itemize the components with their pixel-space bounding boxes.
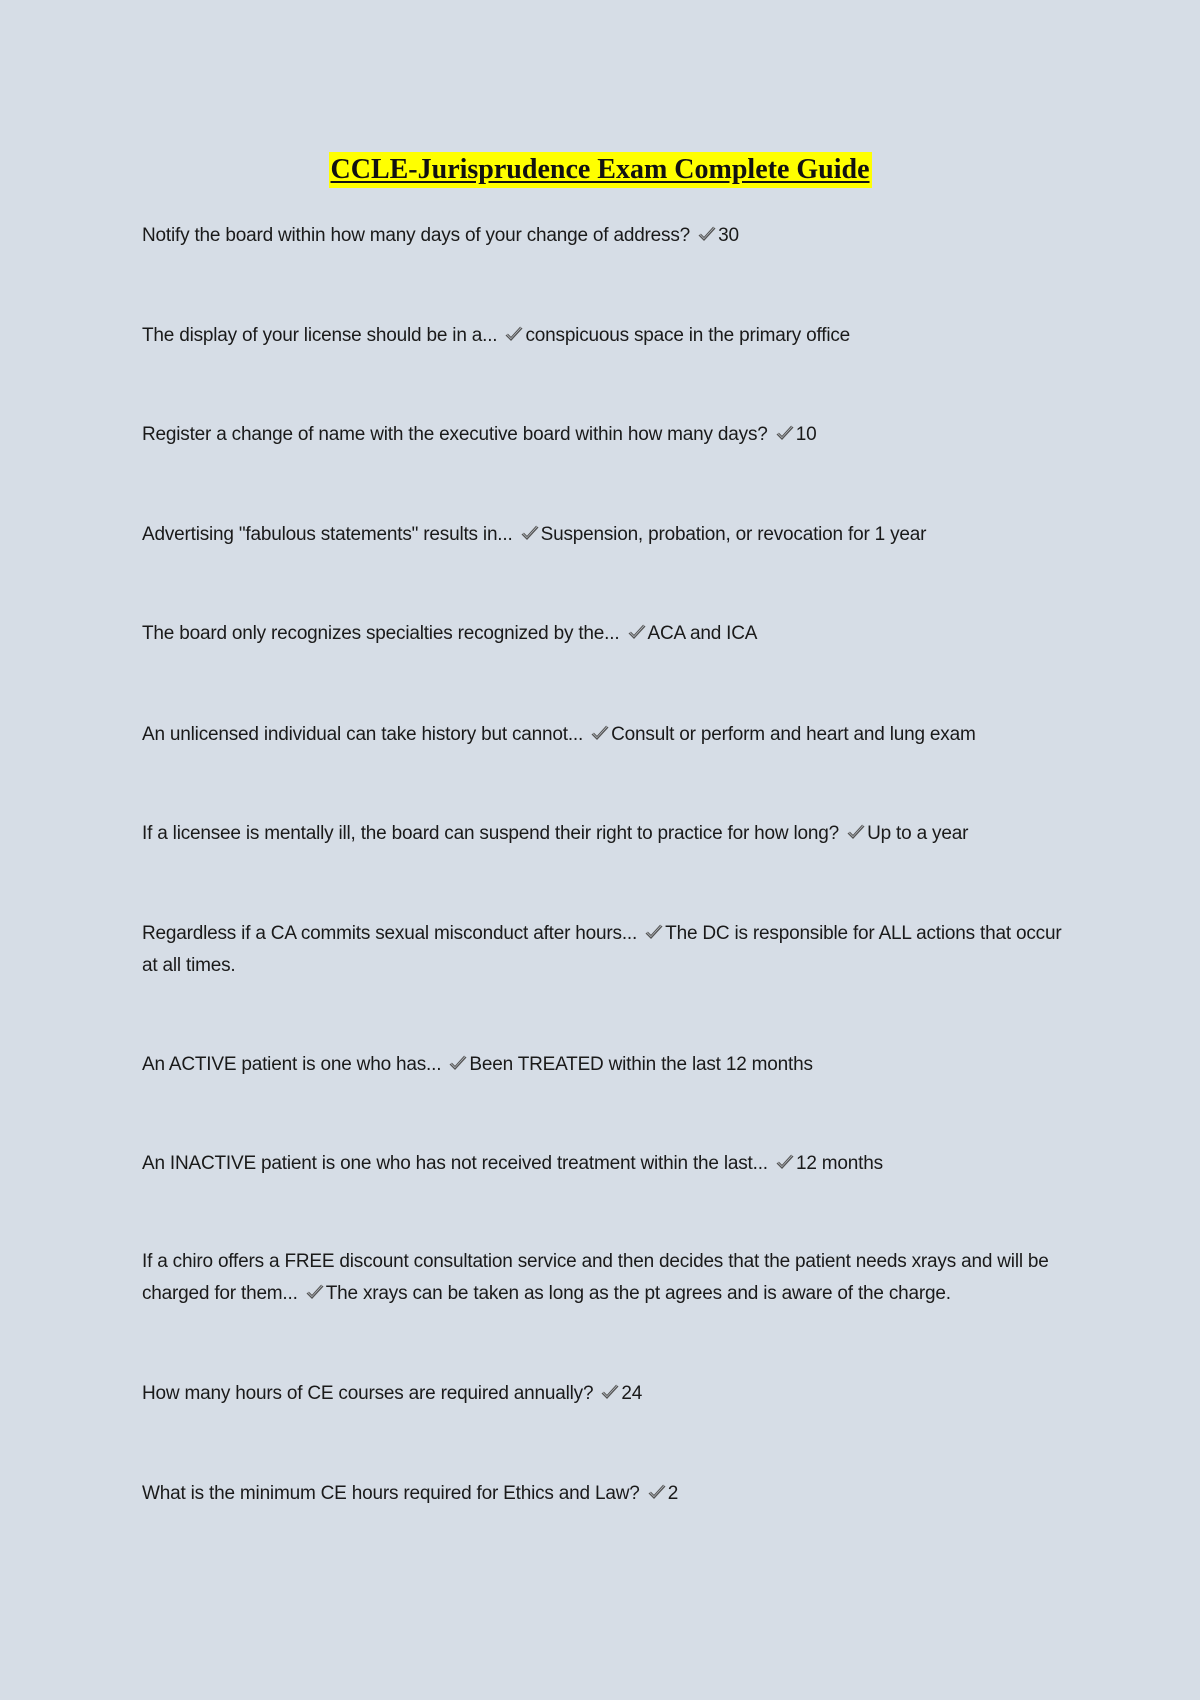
question-text: What is the minimum CE hours required for Ethics and Law? xyxy=(142,1483,640,1504)
qa-item xyxy=(142,1478,1062,1510)
answer-text: 24 xyxy=(621,1383,643,1404)
question-text: Advertising "fabulous statements" results in... xyxy=(142,524,513,545)
qa-item xyxy=(142,918,1062,982)
answer-text: Up to a year xyxy=(867,823,969,844)
check-mark-icon xyxy=(520,525,540,541)
question-text: Register a change of name with the executive board within how many days? xyxy=(142,424,768,445)
qa-item xyxy=(142,320,1062,352)
answer-text: 12 months xyxy=(795,1153,883,1174)
qa-item xyxy=(142,1049,1062,1081)
question-text: If a chiro offers a FREE discount consultation service and then decides that the patient needs xrays and will be charged for them... xyxy=(142,1251,1049,1304)
question-text: An unlicensed individual can take history but cannot... xyxy=(142,724,584,745)
check-mark-icon xyxy=(647,1484,667,1500)
check-mark-icon xyxy=(775,1154,795,1170)
qa-item xyxy=(142,1148,1062,1180)
check-mark-icon xyxy=(504,326,524,342)
check-mark-icon xyxy=(590,725,610,741)
question-text: The display of your license should be in a... xyxy=(142,325,498,346)
document-title: CCLE-Jurisprudence Exam Complete Guide xyxy=(329,152,872,188)
answer-text: 10 xyxy=(795,424,817,445)
qa-item xyxy=(142,719,1062,751)
qa-item xyxy=(142,519,1062,551)
qa-item xyxy=(142,1378,1062,1410)
check-mark-icon xyxy=(775,425,795,441)
check-mark-icon xyxy=(305,1284,325,1300)
title-wrap xyxy=(0,152,1200,188)
check-mark-icon xyxy=(627,624,647,640)
question-text: An ACTIVE patient is one who has... xyxy=(142,1054,442,1075)
check-mark-icon xyxy=(600,1384,620,1400)
answer-text: 30 xyxy=(718,225,739,246)
qa-item xyxy=(142,818,1062,850)
question-text: Regardless if a CA commits sexual misconduct after hours... xyxy=(142,923,638,944)
question-text: The board only recognizes specialties recognized by the... xyxy=(142,623,620,644)
qa-item xyxy=(142,1246,1062,1310)
answer-text: Consult or perform and heart and lung exam xyxy=(611,724,976,745)
answer-text: conspicuous space in the primary office xyxy=(525,325,851,346)
question-text: If a licensee is mentally ill, the board can suspend their right to practice for how long? xyxy=(142,823,839,844)
answer-text: 2 xyxy=(667,1483,679,1504)
check-mark-icon xyxy=(644,924,664,940)
answer-text: The DC is responsible for ALL actions that occur at all times. xyxy=(142,923,1062,976)
check-mark-icon xyxy=(846,824,866,840)
check-mark-icon xyxy=(448,1055,468,1071)
qa-item xyxy=(142,618,1062,650)
answer-text: ACA and ICA xyxy=(647,623,758,644)
answer-text: Suspension, probation, or revocation for 1 year xyxy=(540,524,927,545)
answer-text: Been TREATED within the last 12 months xyxy=(469,1054,813,1075)
question-text: Notify the board within how many days of your change of address? xyxy=(142,225,691,246)
qa-item xyxy=(142,419,1062,451)
question-text: How many hours of CE courses are required annually? xyxy=(142,1383,594,1404)
answer-text: The xrays can be taken as long as the pt agrees and is aware of the charge. xyxy=(325,1283,951,1304)
check-mark-icon xyxy=(697,226,717,242)
question-text: An INACTIVE patient is one who has not received treatment within the last... xyxy=(142,1153,768,1174)
qa-item xyxy=(142,220,1062,252)
